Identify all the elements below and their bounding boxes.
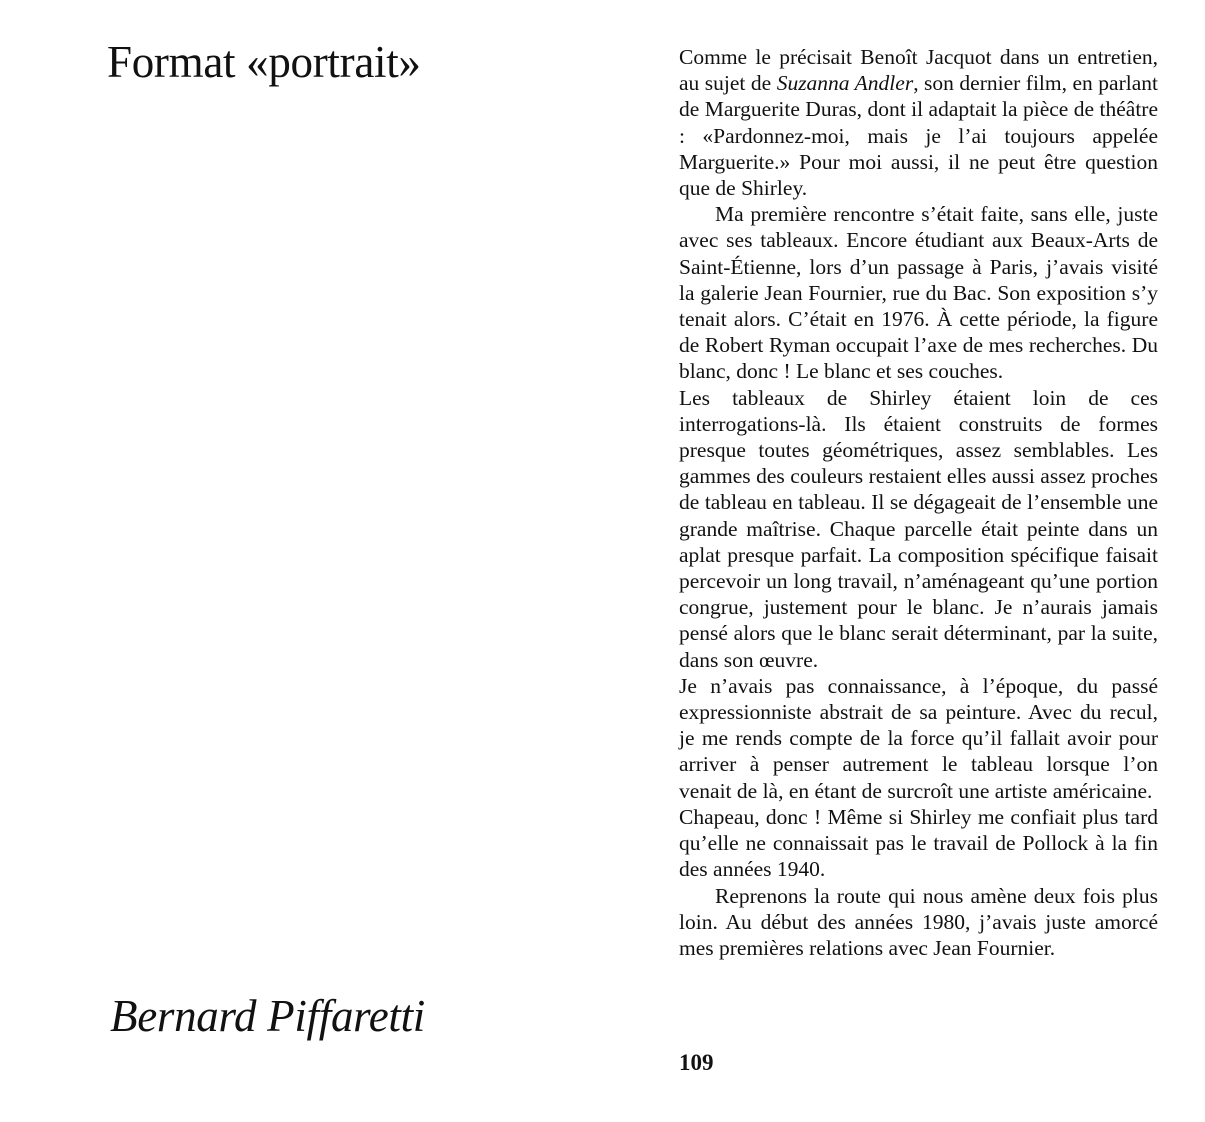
paragraph-2: Ma première rencontre s’était faite, sans elle, juste avec ses tableaux. Encore étudiant aux Beaux-Arts de Saint-Étienne, lors d’un passage à Paris, j’avais visité la galerie Jean Fournier, rue du Bac. Son exposition s’y tenait alors. C’était en 1976. À cette période, la figure de Robert Ryman occupait l’axe de mes recherches. Du blanc, donc ! Le blanc et ses couches. [679,202,1158,384]
paragraph-1-start: Comme le précisait Benoît Jacquot dans un entretien, au sujet de [679,45,1158,96]
paragraph-6: Reprenons la route qui nous amène deux fois plus loin. Au début des années 1980, j’avais juste amorcé mes premières relations avec Jean Fournier. [679,883,1158,960]
paragraph-3: Les tableaux de Shirley étaient loin de ces interrogations-là. Ils étaient construits de formes presque toutes géométriques, assez semblables. Les gammes des couleurs restaient elles aussi assez proches de tableau en tableau. Il se dégageait de l’ensemble une grande maîtrise. Chaque parcelle était peinte dans un aplat presque parfait. La composition spécifique faisait percevoir un long travail, n’aménageant qu’une portion congrue, justement pour le blanc. Je n’aurais jamais pensé alors que le blanc serait déterminant, par la suite, dans son œuvre. [679,385,1158,672]
page-title: Format «portrait» [107,37,421,87]
paragraph-5: Chapeau, donc ! Même si Shirley me confiait plus tard qu’elle ne connaissait pas le travail de Pollock à la fin des années 1940. [679,804,1158,882]
paragraph-1 [679,44,1158,201]
film-title: Suzanna Andler [776,71,914,96]
paragraph-4: Je n’avais pas connaissance, à l’époque, du passé expressionniste abstrait de sa peinture. Avec du recul, je me rends compte de la force qu’il fallait avoir pour arriver à penser autrement le tableau lorsque l’on venait de là, en étant de surcroît une artiste américaine. [679,673,1158,803]
body-text [679,44,1158,961]
author-name: Bernard Piffaretti [110,991,425,1041]
paragraph-1-end: , son dernier film, en parlant de Marguerite Duras, dont il adaptait la pièce de théâtre : «Pardonnez-moi, mais je l’ai toujours appelée Marguerite.» Pour moi aussi, il ne peut être question que de Shirley. [679,71,1158,201]
page-number: 109 [679,1050,714,1075]
